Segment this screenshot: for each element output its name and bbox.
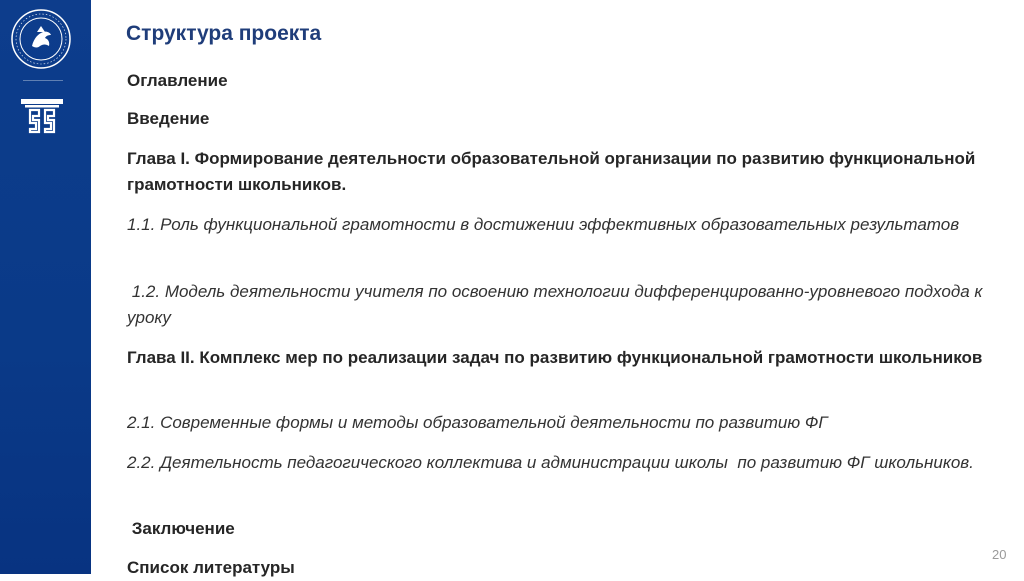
toc-item-references: Список литературы [127, 558, 295, 577]
sidebar [0, 0, 91, 574]
toc-item-conclusion: Заключение [127, 519, 235, 538]
toc-item-contents: Оглавление [127, 71, 228, 90]
toc-item-section-2-1: 2.1. Современные формы и методы образовательной деятельности по развитию ФГ [127, 413, 828, 432]
slide-title: Структура проекта [126, 22, 322, 45]
toc-item-chapter-2: Глава II. Комплекс мер по реализации задач по развитию функциональной грамотности школьников [127, 348, 983, 367]
toc-item-chapter-1: Глава I. Формирование деятельности образовательной организации по развитию функциональной грамотности школьников. [127, 149, 976, 194]
toc-item-section-1-2: 1.2. Модель деятельности учителя по освоению технологии дифференцированно-уровневого подхода к уроку [127, 282, 988, 327]
toc-item-section-1-1: 1.1. Роль функциональной грамотности в достижении эффективных образовательных результатов [127, 215, 960, 234]
sidebar-divider [23, 80, 63, 81]
university-seal-icon [10, 8, 72, 70]
page-number: 20 [992, 547, 1007, 562]
column-logo-icon [20, 98, 64, 136]
toc-item-introduction: Введение [127, 109, 210, 128]
toc-item-section-2-2: 2.2. Деятельность педагогического коллектива и администрации школы по развитию ФГ школьников. [127, 453, 974, 472]
